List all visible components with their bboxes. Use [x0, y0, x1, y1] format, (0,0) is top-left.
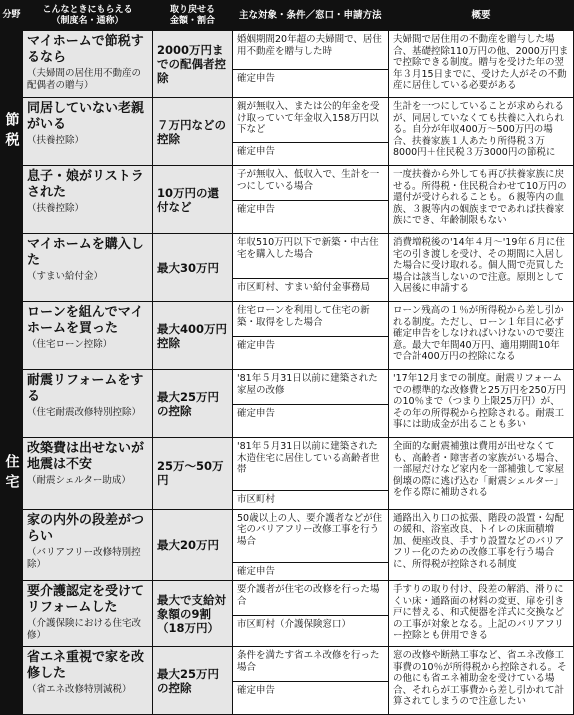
benefit-subtitle: （扶養控除） — [27, 135, 85, 146]
benefit-name-cell — [23, 647, 153, 715]
benefit-name-cell — [23, 98, 153, 166]
condition-cell — [233, 647, 389, 715]
header-amount: 取り戻せる 金額・割合 — [153, 1, 233, 31]
benefit-name-cell — [23, 581, 153, 647]
condition-text: 要介護者が住宅の改修を行った場合 — [237, 584, 380, 607]
condition-text: 50歳以上の人、要介護者などが住宅のバリアフリー改修工事を行う場合 — [237, 512, 383, 547]
summary-cell: '17年12月までの制度。耐震リフォームでの標準的な改修費と25万円を250万円の10％まで（つまり上限25万円）が、その年の所得税から控除される。耐震工事には助成金が出ることも多い — [389, 370, 574, 438]
header-row — [1, 1, 574, 31]
benefit-name-cell — [23, 234, 153, 302]
amount-cell: 最大25万円の控除 — [153, 647, 233, 715]
benefit-subtitle: （バリアフリー改修特別控除） — [27, 546, 141, 570]
condition-text: 年収510万円以下で新築・中古住宅を購入した場合 — [237, 237, 379, 260]
header-summary: 概要 — [389, 1, 574, 31]
application-method: 確定申告 — [233, 69, 388, 88]
benefit-title: 息子・娘がリストラされた — [27, 169, 144, 200]
benefit-name-cell — [23, 302, 153, 370]
application-method: 市区町村（介護保険窓口） — [233, 615, 388, 634]
summary-cell: 全面的な耐震補強は費用が出せなくても、高齢者・障害者の家族がいる場合、一部屋だけなど家内を一部補強して家屋倒壊の際に逃げ込む「耐震シェルター」を作る際に補助される — [389, 438, 574, 510]
condition-text: '81年５月31日以前に建築された木造住宅に居住している高齢者世帯 — [237, 441, 380, 475]
amount-cell: 2000万円までの配偶者控除 — [153, 31, 233, 98]
amount-cell: 最大400万円控除 — [153, 302, 233, 370]
amount-cell: 最大で支給対象額の9割（18万円） — [153, 581, 233, 647]
amount-cell: 最大25万円の控除 — [153, 370, 233, 438]
summary-cell: 消費増税後の'14年４月～'19年６月に住宅の引き渡しを受け、その期間に入居した場合に受け取れる。個人間で売買した場合は該当しないので注意。原則として入居後に申請する — [389, 234, 574, 302]
benefit-name-cell — [23, 370, 153, 438]
benefit-title: 同居していない老親がいる — [27, 101, 145, 132]
condition-text: 婚姻期間20年超の夫婦間で、居住用不動産を贈与した時 — [237, 34, 382, 57]
summary-cell: 窓の改修や断熱工事など、省エネ改修工事費の10％が所得税から控除される。その他にも省エネ補助金を受けている場合、それらが工事費から差し引かれて計算されてしまうので注意したい — [389, 647, 574, 715]
condition-text: 住宅ローンを利用して住宅の新築・取得をした場合 — [237, 305, 370, 328]
condition-cell — [233, 234, 389, 302]
condition-cell — [233, 370, 389, 438]
table-row — [1, 581, 574, 647]
summary-cell: 通路出入り口の拡張、階段の設置・勾配の緩和、浴室改良、トイレの床面積増加、便座改良、手すり設置などのバリアフリー化のための改修工事を行う場合に、所得税が控除される制度 — [389, 509, 574, 581]
summary-cell: 手すりの取り付け、段差の解消、滑りにくい床・通路面の材料の変更、扉を引き戸に替える、和式便器を洋式に交換などの工事が対象となる。上記のバリアフリー控除とも併用できる — [389, 581, 574, 647]
benefit-subtitle: （すまい給付金） — [27, 271, 104, 282]
condition-cell — [233, 302, 389, 370]
summary-cell: ローン残高の１％が所得税から差し引かれる制度。ただし、ローン１年目に必ず確定申告をしなければいけないので要注意。最大で年間40万円、適用期間10年で合計400万円の控除になる — [389, 302, 574, 370]
benefit-name-cell — [23, 438, 153, 510]
table-row — [1, 166, 574, 234]
benefit-subtitle: （住宅ローン控除） — [27, 339, 113, 350]
category-label: 住宅 — [3, 454, 20, 494]
table-row — [1, 438, 574, 510]
table-row — [1, 98, 574, 166]
condition-cell — [233, 581, 389, 647]
benefit-subtitle: （扶養控除） — [27, 203, 85, 214]
amount-cell: 25万～50万円 — [153, 438, 233, 510]
benefit-subtitle: （夫婦間の居住用不動産の配偶者の贈与） — [27, 68, 142, 91]
application-method: 確定申告 — [233, 200, 388, 219]
benefit-subtitle: （住宅耐震改修特別控除） — [27, 407, 142, 418]
category-cell — [1, 31, 23, 234]
summary-cell: 一度扶養から外しても再び扶養家族に戻せる。所得税・住民税合わせて10万円の還付が受けられることも。６親等内の血族、３親等内の姻族までであれば扶養家族にでき、年齢制限もない — [389, 166, 574, 234]
benefit-subtitle: （省エネ改修特別減税） — [27, 684, 132, 695]
benefit-title: 要介護認定を受けてリフォームした — [27, 584, 145, 615]
application-method: 市区町村 — [233, 490, 388, 509]
condition-cell — [233, 98, 389, 166]
application-method: 確定申告 — [233, 681, 388, 700]
header-name: こんなときにもらえる （制度名・通称） — [23, 1, 153, 31]
condition-text: 子が無収入、低収入で、生計を一つにしている場合 — [237, 169, 380, 192]
benefit-subtitle: （介護保険における住宅改修） — [27, 618, 142, 641]
benefit-title: 家の内外の段差がつらい — [27, 512, 145, 544]
table-row — [1, 509, 574, 581]
amount-cell: 最大20万円 — [153, 509, 233, 581]
condition-cell — [233, 31, 389, 98]
condition-cell — [233, 166, 389, 234]
benefit-title: 改築費は出せないが地震は不安 — [27, 441, 145, 472]
condition-text: 条件を満たす省エネ改修を行った場合 — [237, 650, 380, 673]
table-row — [1, 647, 574, 715]
benefit-name-cell — [23, 31, 153, 98]
table-row — [1, 302, 574, 370]
condition-cell — [233, 438, 389, 510]
application-method: 市区町村、すまい給付金事務局 — [233, 278, 388, 297]
application-method: 確定申告 — [233, 142, 388, 161]
benefit-title: マイホームで節税するなら — [27, 34, 144, 65]
category-cell — [1, 234, 23, 715]
application-method: 確定申告 — [233, 404, 388, 423]
benefit-title: ローンを組んでマイホームを買った — [27, 305, 144, 336]
header-category: 分野 — [1, 1, 23, 31]
benefit-subtitle: （耐震シェルター助成） — [27, 475, 131, 486]
benefit-title: 省エネ重視で家を改修した — [27, 650, 145, 681]
amount-cell: ７万円などの控除 — [153, 98, 233, 166]
condition-text: 親が無収入、または公的年金を受け取っていて年金収入158万円以下など — [237, 101, 380, 135]
application-method: 確定申告 — [233, 562, 388, 581]
table-row — [1, 370, 574, 438]
table-row — [1, 234, 574, 302]
benefit-name-cell — [23, 509, 153, 581]
header-condition: 主な対象・条件／窓口・申請方法 — [233, 1, 389, 31]
benefit-title: マイホームを購入した — [27, 237, 144, 268]
condition-cell — [233, 509, 389, 581]
benefit-title: 耐震リフォームをする — [27, 373, 144, 404]
category-label: 節税 — [3, 112, 20, 152]
condition-text: '81年５月31日以前に建築された家屋の改修 — [237, 373, 378, 396]
table-row — [1, 31, 574, 98]
amount-cell: 最大30万円 — [153, 234, 233, 302]
amount-cell: 10万円の還付など — [153, 166, 233, 234]
summary-cell: 夫婦間で居住用の不動産を贈与した場合、基礎控除110万円の他、2000万円まで控除できる制度。贈与を受けた年の翌年３月15日までに、受けた人がその不動産に居住している必要がある — [389, 31, 574, 98]
application-method: 確定申告 — [233, 336, 388, 355]
benefit-name-cell — [23, 166, 153, 234]
summary-cell: 生計を一つにしていることが求められるが、同居していなくても扶養に入れられる。自分が年収400万～500万円の場合、扶養家族１人あたり所得税３万8000円＋住民税３万3000円の節税に — [389, 98, 574, 166]
